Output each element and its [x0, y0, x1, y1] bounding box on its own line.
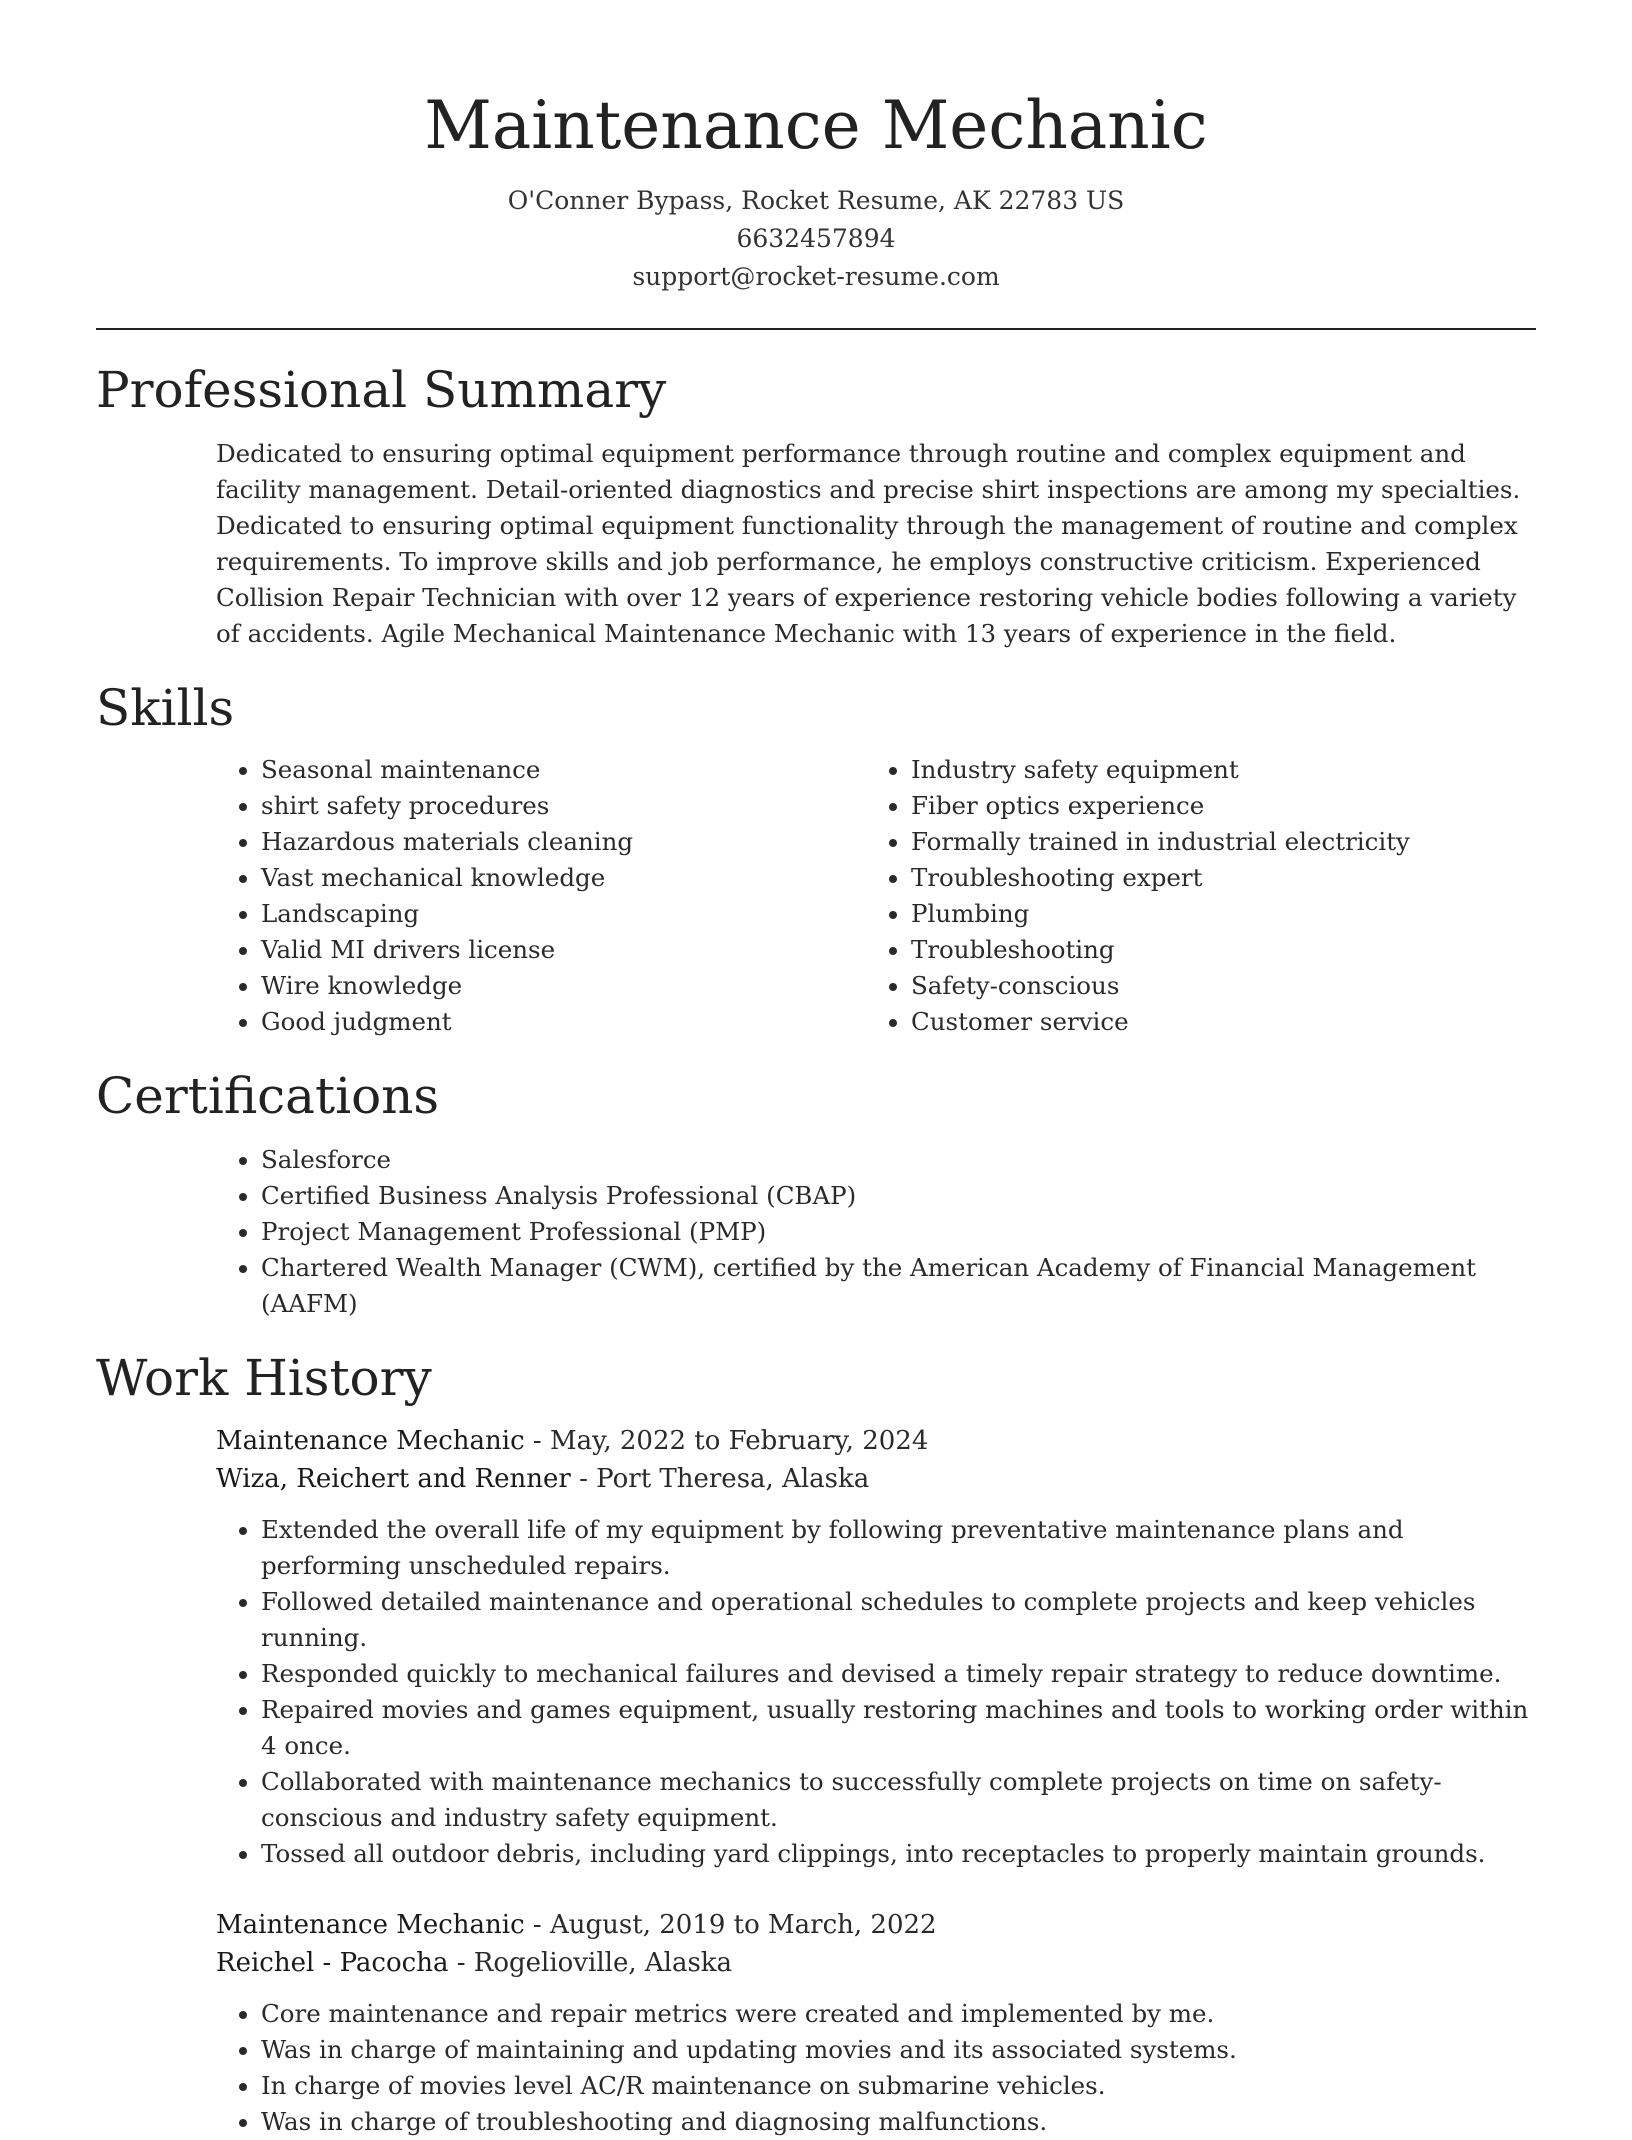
job-bullet: • In charge of movies level AC/R maintenance on submarine vehicles. — [261, 2068, 1536, 2104]
skill-item: • Valid MI drivers license — [261, 932, 866, 968]
skill-item: • Landscaping — [261, 896, 866, 932]
candidate-name: Maintenance Mechanic — [424, 87, 1208, 164]
work-history-heading: Work History — [96, 1349, 432, 1407]
skill-item: • Good judgment — [261, 1004, 866, 1040]
summary-text: Dedicated to ensuring optimal equipment performance through routine and complex equipment and facility management. Detail-oriented diagnostics and precise shirt inspections are among my specialties. Dedicated to ensuring optimal equipment functionality through the management of routine and complex requirements. To improve skills and job performance, he employs constructive criticism. Experienced Collision Repair Technician with over 12 years of experience restoring vehicle bodies following a variety of accidents. Agile Mechanical Maintenance Mechanic with 13 years of experience in the field. — [216, 439, 1521, 648]
certifications-heading: Certifications — [96, 1067, 440, 1125]
skill-item: • Hazardous materials cleaning — [261, 824, 866, 860]
header-divider — [96, 328, 1536, 330]
job-company: Wiza, Reichert and Renner — [216, 1464, 571, 1494]
skills-heading: Skills — [96, 679, 235, 737]
job-dates: - May, 2022 to February, 2024 — [524, 1426, 929, 1456]
skill-item: • Troubleshooting expert — [911, 860, 1516, 896]
skill-item: • Troubleshooting — [911, 932, 1516, 968]
job-bullet: • Was in charge of maintaining and updating movies and its associated systems. — [261, 2032, 1536, 2068]
job-location: - Port Theresa, Alaska — [570, 1464, 870, 1494]
job-entry — [216, 1906, 1536, 2140]
job-bullet: • Collaborated with maintenance mechanics to successfully complete projects on time on safety-conscious and industry safety equipment. — [261, 1764, 1536, 1836]
certification-item: • Chartered Wealth Manager (CWM), certified by the American Academy of Financial Management (AAFM) — [261, 1250, 1536, 1322]
job-location: - Rogelioville, Alaska — [448, 1948, 733, 1978]
skill-item: • Seasonal maintenance — [261, 752, 866, 788]
skill-item: • Customer service — [911, 1004, 1516, 1040]
job-title-line — [216, 1906, 1536, 1944]
job-bullet: • Tossed all outdoor debris, including yard clippings, into receptacles to properly maintain grounds. — [261, 1836, 1536, 1872]
job-company-line — [216, 1944, 1536, 1982]
skills-grid — [216, 752, 1536, 1040]
skill-item: • Safety-conscious — [911, 968, 1516, 1004]
skill-item: • Plumbing — [911, 896, 1516, 932]
skills-list-left — [216, 752, 866, 1040]
job-bullets — [216, 1996, 1536, 2140]
contact-phone: 6632457894 — [736, 224, 896, 253]
job-title: Maintenance Mechanic — [216, 1426, 525, 1456]
job-entry — [216, 1422, 1536, 1872]
job-company-line — [216, 1460, 1536, 1498]
skills-list-right — [866, 752, 1516, 1040]
skills-column-right — [866, 752, 1516, 1040]
job-bullet: • Core maintenance and repair metrics were created and implemented by me. — [261, 1996, 1536, 2032]
skill-item: • shirt safety procedures — [261, 788, 866, 824]
certifications-block — [216, 1142, 1536, 1322]
contact-email: support@rocket-resume.com — [632, 262, 1000, 291]
job-bullet: • Responded quickly to mechanical failures and devised a timely repair strategy to reduce downtime. — [261, 1656, 1536, 1692]
certification-item: • Salesforce — [261, 1142, 1536, 1178]
skill-item: • Vast mechanical knowledge — [261, 860, 866, 896]
skill-item: • Industry safety equipment — [911, 752, 1516, 788]
contact-address: O'Conner Bypass, Rocket Resume, AK 22783 US — [507, 186, 1125, 215]
skill-item: • Fiber optics experience — [911, 788, 1516, 824]
job-dates: - August, 2019 to March, 2022 — [524, 1910, 937, 1940]
skill-item: • Formally trained in industrial electricity — [911, 824, 1516, 860]
job-bullet: • Followed detailed maintenance and operational schedules to complete projects and keep vehicles running. — [261, 1584, 1536, 1656]
job-bullets — [216, 1512, 1536, 1872]
certification-item: • Project Management Professional (PMP) — [261, 1214, 1536, 1250]
job-bullet: • Repaired movies and games equipment, usually restoring machines and tools to working order within 4 once. — [261, 1692, 1536, 1764]
job-bullet: • Was in charge of troubleshooting and diagnosing malfunctions. — [261, 2104, 1536, 2140]
job-title-line — [216, 1422, 1536, 1460]
job-bullet: • Extended the overall life of my equipment by following preventative maintenance plans and performing unscheduled repairs. — [261, 1512, 1536, 1584]
summary-heading: Professional Summary — [96, 361, 667, 419]
skills-column-left — [216, 752, 866, 1040]
job-title: Maintenance Mechanic — [216, 1910, 525, 1940]
resume-page — [96, 0, 1536, 2140]
certification-item: • Certified Business Analysis Professional (CBAP) — [261, 1178, 1536, 1214]
contact-block — [96, 182, 1536, 296]
skill-item: • Wire knowledge — [261, 968, 866, 1004]
job-company: Reichel - Pacocha — [216, 1948, 449, 1978]
certifications-list — [216, 1142, 1536, 1322]
